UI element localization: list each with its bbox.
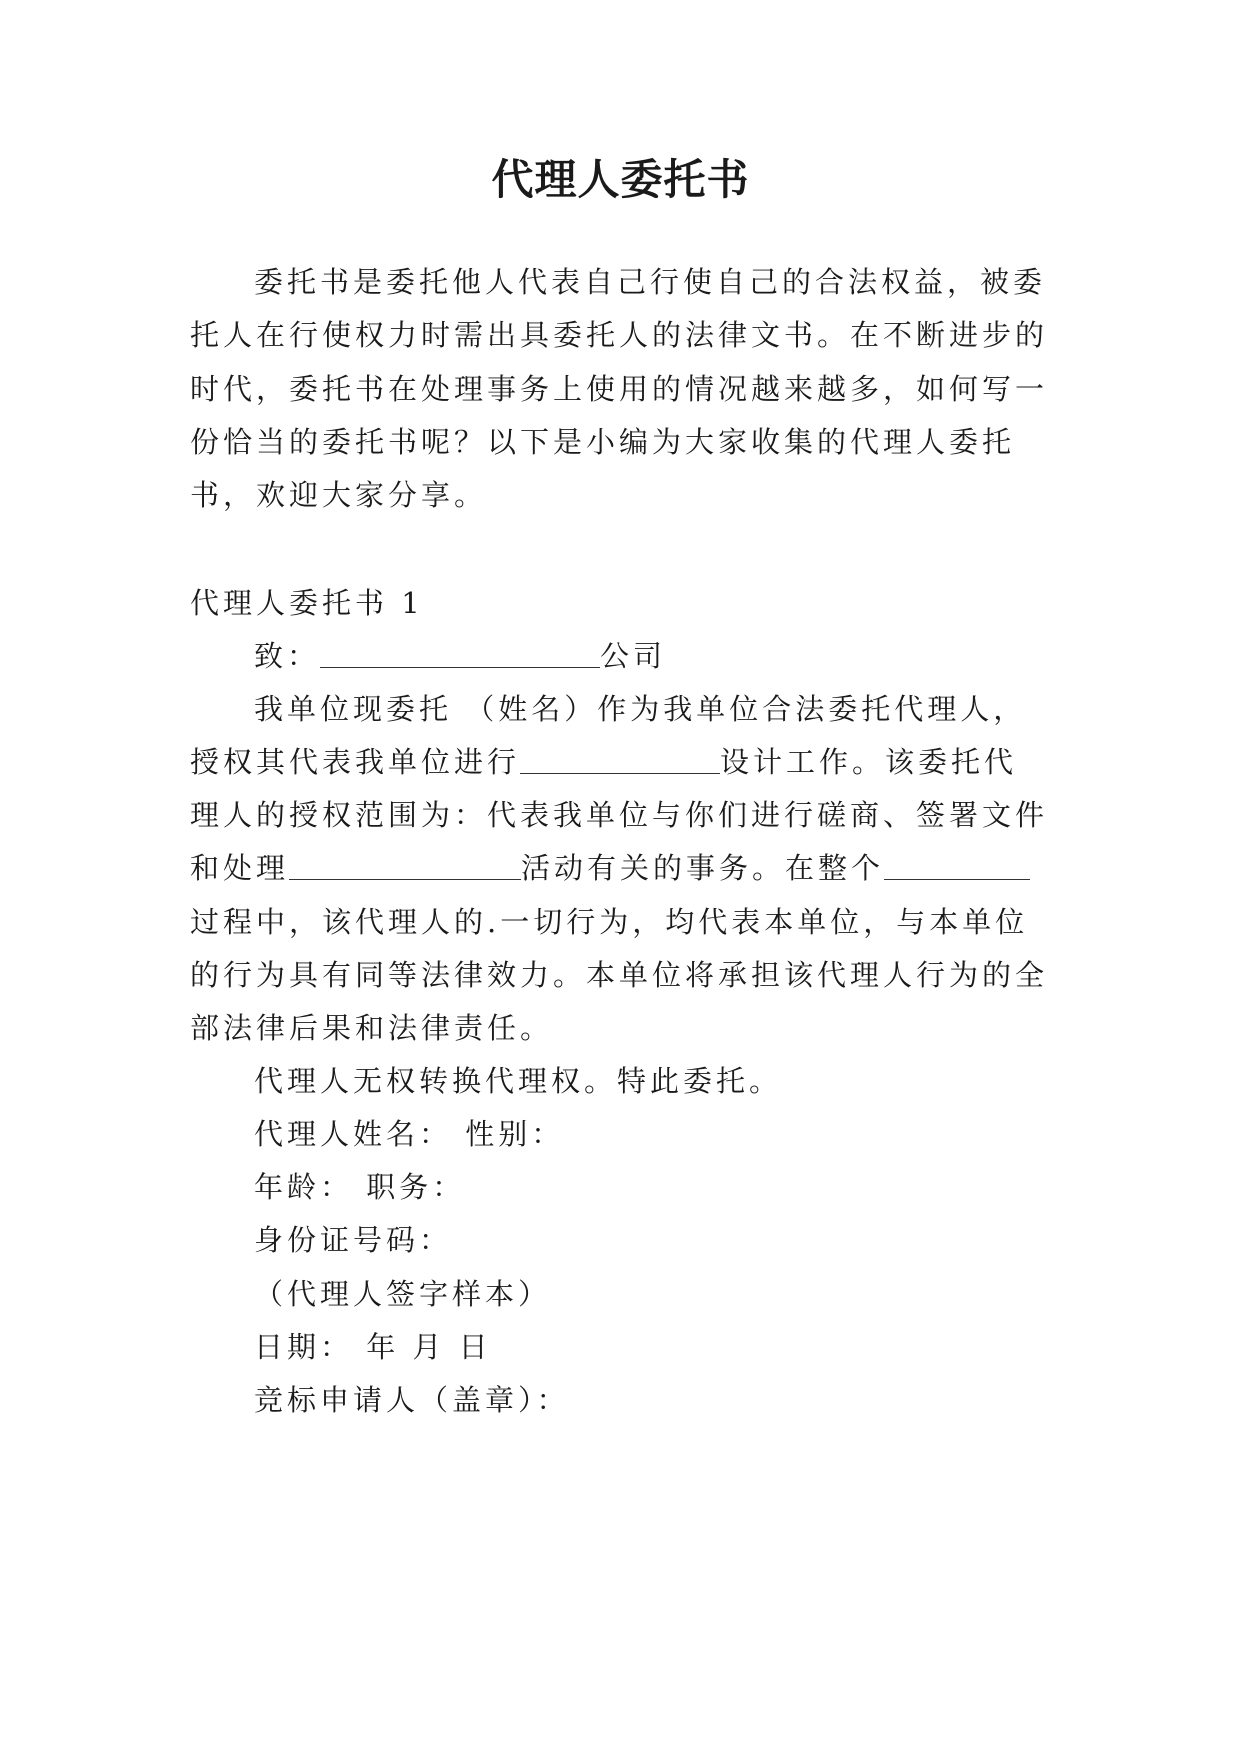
process-blank — [884, 851, 1030, 880]
intro-line: 书，欢迎大家分享。 — [190, 478, 488, 512]
no-transfer-line: 代理人无权转换代理权。特此委托。 — [254, 1064, 783, 1098]
intro-line: 份恰当的委托书呢？以下是小编为大家收集的代理人委托 — [190, 425, 1016, 459]
body-line — [190, 848, 1030, 888]
body-text: 活动有关的事务。在整个 — [521, 851, 885, 885]
to-prefix: 致： — [254, 639, 321, 673]
section-heading: 代理人委托书 1 — [190, 586, 424, 620]
body-text: 和处理 — [190, 851, 290, 885]
design-blank — [520, 745, 720, 774]
to-line — [254, 636, 666, 676]
company-blank — [320, 639, 600, 668]
intro-line: 时代，委托书在处理事务上使用的情况越来越多，如何写一 — [190, 372, 1049, 406]
body-line: 我单位现委托 （姓名）作为我单位合法委托代理人， — [254, 692, 1027, 726]
body-line: 理人的授权范围为：代表我单位与你们进行磋商、签署文件 — [190, 798, 1049, 832]
signature-sample-line: （代理人签字样本） — [254, 1277, 552, 1311]
age-position-line: 年龄： 职务： — [254, 1170, 466, 1204]
body-line: 的行为具有同等法律效力。本单位将承担该代理人行为的全 — [190, 958, 1049, 992]
id-number-line: 身份证号码： — [254, 1223, 453, 1257]
body-line: 过程中，该代理人的.一切行为，均代表本单位，与本单位 — [190, 905, 1029, 939]
body-text: 授权其代表我单位进行 — [190, 745, 521, 779]
body-text: 设计工作。该委托代 — [720, 745, 1018, 779]
to-suffix: 公司 — [600, 639, 667, 673]
body-line: 部法律后果和法律责任。 — [190, 1011, 554, 1045]
applicant-line: 竞标申请人（盖章）： — [254, 1383, 570, 1417]
document-title: 代理人委托书 — [491, 155, 750, 204]
intro-line: 托人在行使权力时需出具委托人的法律文书。在不断进步的 — [190, 318, 1049, 352]
date-line: 日期： 年 月 日 — [254, 1330, 492, 1364]
intro-line: 委托书是委托他人代表自己行使自己的合法权益，被委 — [254, 265, 1047, 299]
activity-blank — [289, 851, 521, 880]
body-line — [190, 742, 1017, 782]
name-gender-line: 代理人姓名： 性别： — [254, 1117, 565, 1151]
